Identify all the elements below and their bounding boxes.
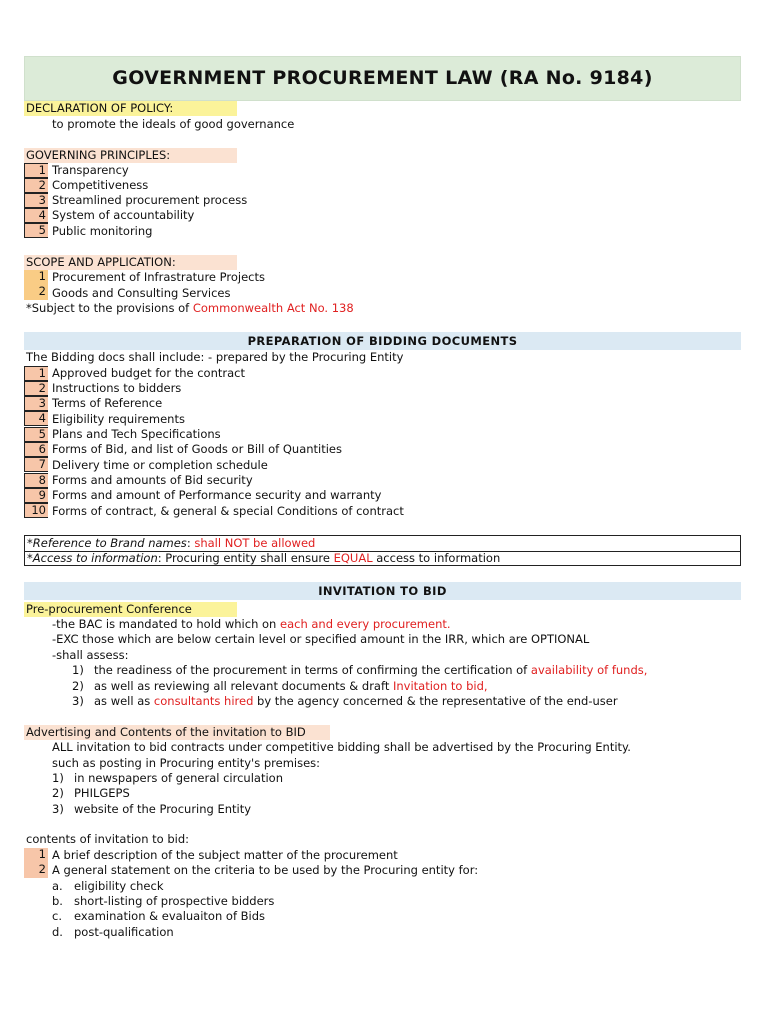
bidding-number: 5: [24, 427, 48, 442]
preproc-line-2: -EXC those which are below certain level or specified amount in the IRR, which are OPTIONAL: [52, 632, 590, 646]
principle-number: 2: [24, 178, 48, 193]
note-access-label: *Access to information: [27, 551, 158, 565]
bidding-number: 8: [24, 473, 48, 488]
assess-red: consultants hired: [153, 694, 254, 708]
principle-number: 5: [24, 223, 48, 238]
principle-number: 3: [24, 193, 48, 208]
bidding-item: Forms of contract, & general & special Conditions of contract: [52, 504, 404, 518]
bidding-number: 7: [24, 457, 48, 472]
bidding-item: Terms of Reference: [52, 396, 163, 410]
assess-text: as well as reviewing all relevant documents & draft: [94, 679, 393, 693]
assess-number: 1): [72, 663, 84, 677]
assess-number: 3): [72, 694, 84, 708]
bidding-number: 2: [24, 381, 48, 396]
bidding-item: Forms and amounts of Bid security: [52, 473, 253, 487]
advertising-item: PHILGEPS: [74, 786, 130, 800]
criteria-letter: d.: [52, 925, 63, 939]
assess-item: [94, 679, 488, 694]
bidding-number: 4: [24, 411, 48, 426]
bidding-item: Forms of Bid, and list of Goods or Bill of Quantities: [52, 442, 342, 456]
section-bidding-documents: PREPARATION OF BIDDING DOCUMENTS: [24, 332, 741, 350]
note-brand-label: *Reference to Brand names: [27, 536, 187, 550]
preproc-line-1: [52, 617, 451, 632]
advertising-item: website of the Procuring Entity: [74, 802, 252, 816]
advertising-number: 1): [52, 771, 64, 785]
bidding-number: 9: [24, 488, 48, 503]
bidding-item: Approved budget for the contract: [52, 366, 246, 380]
preproc-line-1-text: -the BAC is mandated to hold which on: [52, 617, 280, 631]
advertising-number: 2): [52, 786, 64, 800]
advertising-item: in newspapers of general circulation: [74, 771, 283, 785]
scope-item: Goods and Consulting Services: [52, 286, 231, 300]
note-access-text: : Procuring entity shall ensure: [157, 551, 334, 565]
page-title: GOVERNMENT PROCUREMENT LAW (RA No. 9184): [112, 67, 653, 89]
criteria-letter: c.: [52, 909, 62, 923]
bidding-number: 6: [24, 442, 48, 457]
principle-item: Competitiveness: [52, 178, 149, 192]
scope-note-link: Commonwealth Act No. 138: [192, 301, 354, 315]
bidding-item: Plans and Tech Specifications: [52, 427, 221, 441]
scope-heading: SCOPE AND APPLICATION:: [24, 255, 237, 270]
bidding-item: Forms and amount of Performance security and warranty: [52, 488, 382, 502]
assess-red: Invitation to bid,: [392, 679, 488, 693]
bidding-number: 10: [24, 503, 48, 518]
bidding-item: Delivery time or completion schedule: [52, 458, 268, 472]
preproc-line-1-red: each and every procurement.: [280, 617, 451, 631]
criteria-item: examination & evaluaiton of Bids: [74, 909, 266, 923]
contents-item: A general statement on the criteria to be used by the Procuring entity for:: [52, 863, 479, 877]
advertising-line-2: such as posting in Procuring entity's premises:: [52, 756, 321, 770]
preproc-line-3: -shall assess:: [52, 648, 129, 662]
criteria-letter: b.: [52, 894, 63, 908]
criteria-letter: a.: [52, 879, 63, 893]
bidding-number: 3: [24, 396, 48, 411]
bidding-item: Eligibility requirements: [52, 412, 185, 426]
criteria-item: post-qualification: [74, 925, 174, 939]
principle-number: 4: [24, 208, 48, 223]
note-access-equal: EQUAL: [333, 551, 373, 565]
note-brand-value: shall NOT be allowed: [194, 536, 316, 550]
bidding-number: 1: [24, 366, 48, 381]
preproc-heading: Pre-procurement Conference: [24, 602, 237, 617]
title-banner: [24, 56, 741, 101]
advertising-heading: Advertising and Contents of the invitation to BID: [24, 725, 330, 740]
assess-number: 2): [72, 679, 84, 693]
advertising-number: 3): [52, 802, 64, 816]
assess-item: [94, 694, 618, 709]
principle-item: Public monitoring: [52, 224, 153, 238]
assess-text: the readiness of the procurement in terms of confirming the certification of: [94, 663, 531, 677]
criteria-item: eligibility check: [74, 879, 164, 893]
section-invitation-to-bid: INVITATION TO BID: [24, 582, 741, 600]
contents-number: 1: [24, 848, 48, 863]
note-access-info: [25, 551, 740, 566]
principle-item: Streamlined procurement process: [52, 193, 248, 207]
advertising-line-1: ALL invitation to bid contracts under competitive bidding shall be advertised by the Procuring Entity.: [52, 740, 631, 754]
declaration-text: to promote the ideals of good governance: [52, 117, 295, 131]
note-access-text-end: access to information: [372, 551, 501, 565]
scope-number: 1: [24, 270, 48, 285]
criteria-item: short-listing of prospective bidders: [74, 894, 275, 908]
assess-item: [94, 663, 647, 678]
principle-item: System of accountability: [52, 208, 195, 222]
scope-number: 2: [24, 285, 48, 300]
assess-red: availability of funds,: [530, 663, 648, 677]
scope-note-prefix: *Subject to the provisions of: [26, 301, 193, 315]
scope-item: Procurement of Infrastrature Projects: [52, 270, 265, 284]
principles-heading: GOVERNING PRINCIPLES:: [24, 148, 237, 163]
contents-number: 2: [24, 863, 48, 878]
contents-heading: contents of invitation to bid:: [26, 832, 190, 846]
scope-note: [26, 301, 354, 316]
principle-number: 1: [24, 163, 48, 178]
bidding-item: Instructions to bidders: [52, 381, 182, 395]
principle-item: Transparency: [52, 163, 129, 177]
note-brand-names: [25, 536, 740, 552]
assess-text-end: by the agency concerned & the representative of the end-user: [253, 694, 618, 708]
bidding-intro: The Bidding docs shall include: - prepared by the Procuring Entity: [26, 350, 404, 364]
declaration-heading: DECLARATION OF POLICY:: [24, 101, 237, 116]
assess-text: as well as: [94, 694, 154, 708]
contents-item: A brief description of the subject matter of the procurement: [52, 848, 398, 862]
bidding-notes-box: [24, 535, 741, 566]
note-brand-sep: :: [186, 536, 195, 550]
